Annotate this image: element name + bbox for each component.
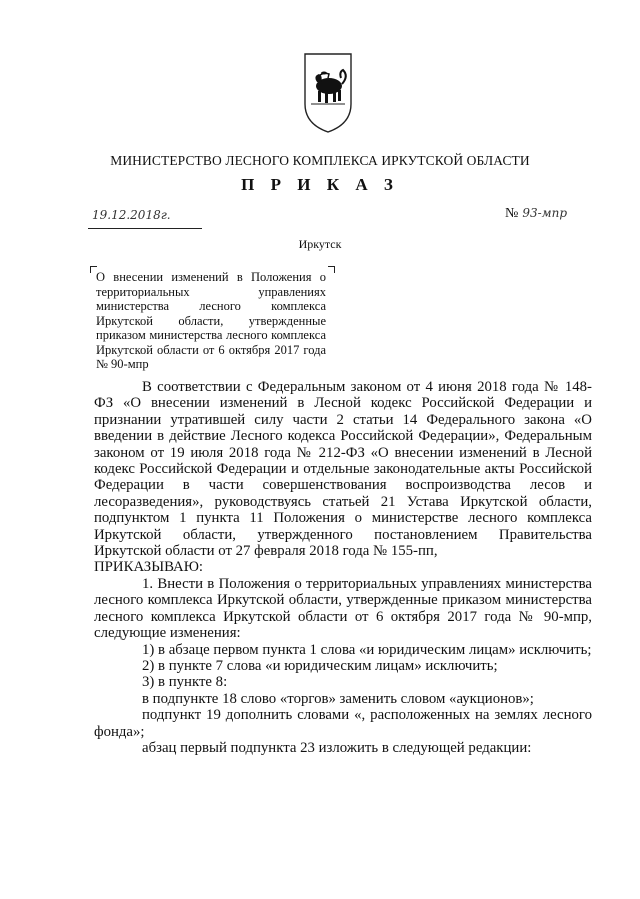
body-paragraph: 1. Внести в Положения о территориальных управлениях министерства лесного комплекса Иркутской области, утвержденные приказом министерства лесного комплекса Иркутской области от 6 октября 2017 года № 90-мпр, следующие изменения: <box>94 575 592 642</box>
subject-bracket-right <box>328 266 335 273</box>
coat-of-arms-icon <box>303 52 353 134</box>
number-label: № <box>505 206 519 221</box>
body-paragraph: 1) в абзаце первом пункта 1 слова «и юридическим лицам» исключить; <box>142 641 592 658</box>
body-paragraph: 3) в пункте 8: <box>142 674 228 691</box>
body-paragraph: подпункт 19 дополнить словами «, расположенных на землях лесного фонда»; <box>94 707 592 740</box>
document-number-field <box>505 206 567 222</box>
document-subject: О внесении изменений в Положения о территориальных управлениях министерства лесного комплекса Иркутской области, утвержденные приказом министерства лесного комплекса Иркутской области от 6 октября 2017 года № 90-мпр <box>96 270 326 371</box>
order-keyword: ПРИКАЗЫВАЮ: <box>94 559 204 576</box>
body-paragraph: абзац первый подпункта 23 изложить в следующей редакции: <box>142 739 532 756</box>
document-date-field <box>88 206 202 229</box>
document-title: П Р И К А З <box>241 175 399 194</box>
document-number: 93-мпр <box>522 206 568 220</box>
body-paragraph: В соответствии с Федеральным законом от 4 июня 2018 года № 148-ФЗ «О внесении изменений в Лесной кодекс Российской Федерации и признании утратившей силу части 2 статьи 14 Федерального закона «О введении в действие Лесного кодекса Российской Федерации», Федеральным законом от 19 июля 2018 года № 212-ФЗ «О внесении изменений в Лесной кодекс Российской Федерации и отдельные законодательные акты Российской Федерации в части совершенствования воспроизводства лесов и лесоразведения», руководствуясь статьей 21 Устава Иркутской области, подпунктом 1 пункта 11 Положения о министерстве лесного комплекса Иркутской области, утвержденного постановлением Правительства Иркутской области от 27 февраля 2018 года № 155-пп, <box>94 379 592 560</box>
body-paragraph: 2) в пункте 7 слова «и юридическим лицам» исключить; <box>142 657 498 674</box>
ministry-name: МИНИСТЕРСТВО ЛЕСНОГО КОМПЛЕКСА ИРКУТСКОЙ ОБЛАСТИ <box>110 153 530 168</box>
document-body <box>94 379 592 756</box>
document-date: 19.12.2018г. <box>92 208 171 222</box>
document-city: Иркутск <box>298 237 342 251</box>
body-paragraph: в подпункте 18 слово «торгов» заменить словом «аукционов»; <box>142 690 534 707</box>
